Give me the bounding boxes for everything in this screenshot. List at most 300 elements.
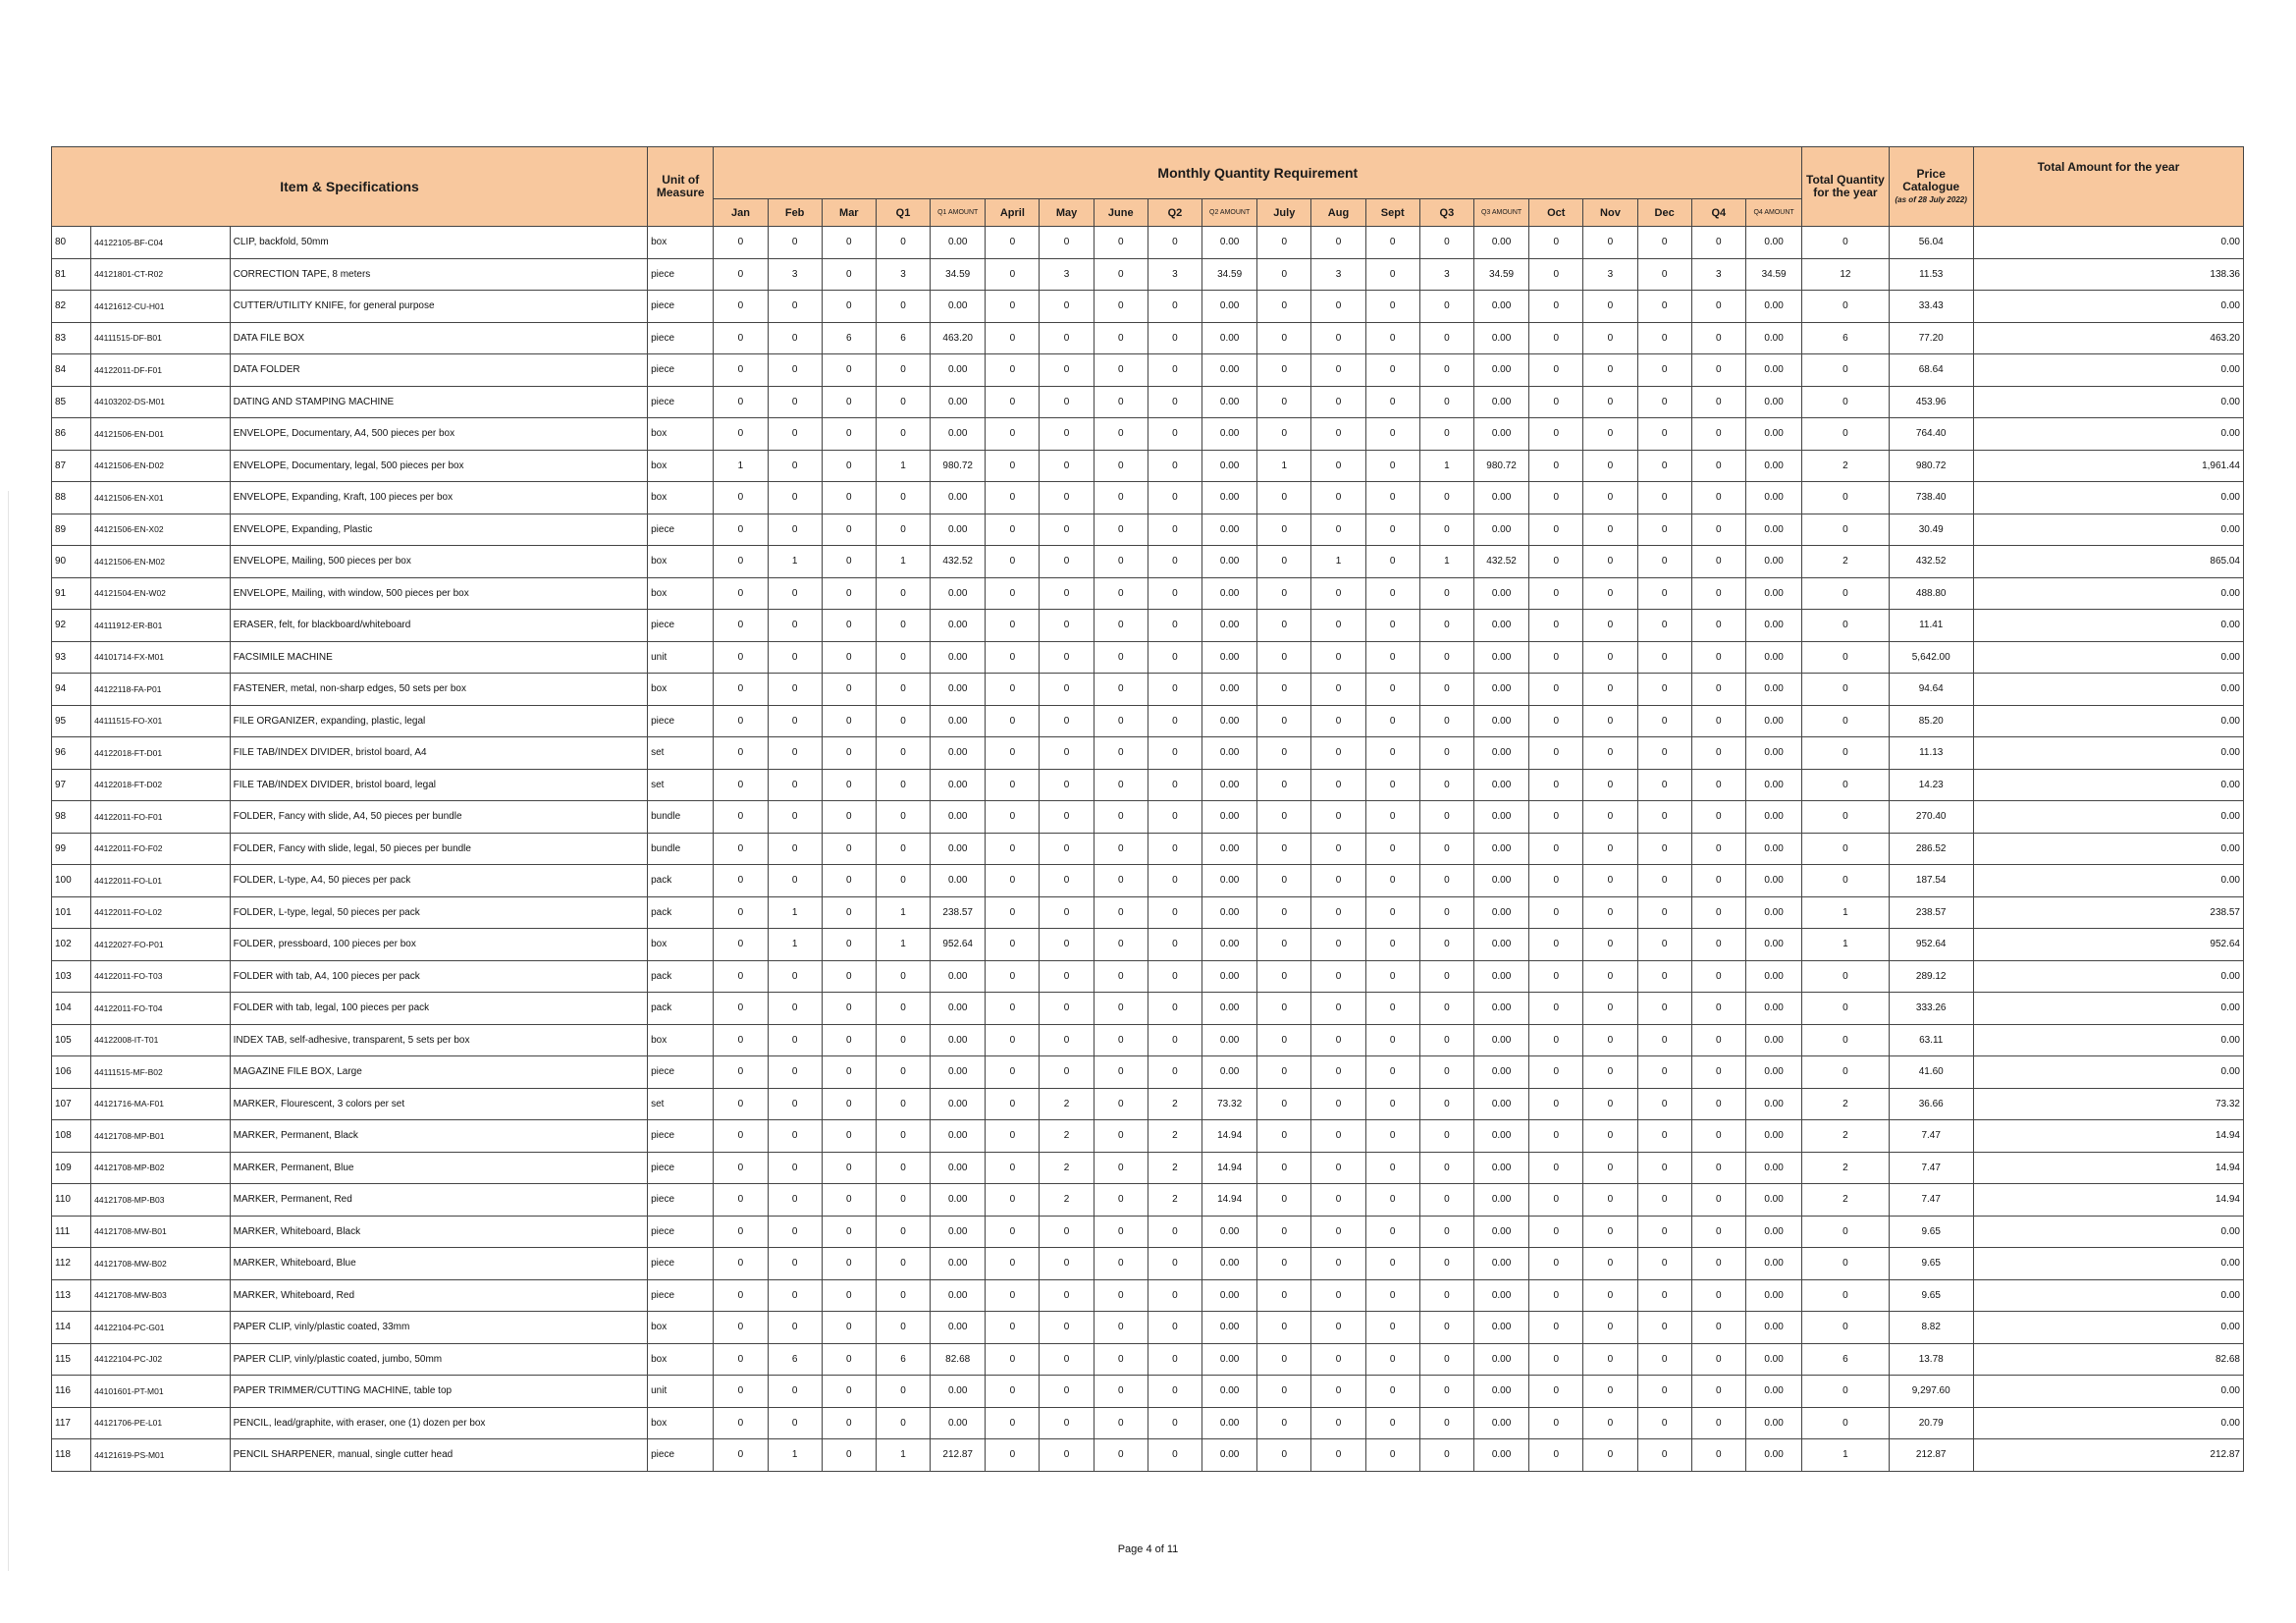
quantity-cell: 0.00 [1202, 705, 1257, 737]
quantity-cell: 0 [1691, 386, 1745, 418]
total-quantity: 0 [1802, 1216, 1889, 1248]
quantity-cell: 1 [876, 896, 930, 929]
unit-of-measure: set [648, 1088, 714, 1120]
price-catalogue: 13.78 [1889, 1343, 1973, 1376]
quantity-cell: 0 [1637, 769, 1691, 801]
quantity-cell: 0 [1257, 769, 1311, 801]
quantity-cell: 0 [1691, 1279, 1745, 1312]
table-row [52, 674, 2244, 706]
quantity-cell: 82.68 [931, 1343, 986, 1376]
row-number: 86 [52, 418, 91, 451]
quantity-cell: 0.00 [1202, 896, 1257, 929]
quantity-cell: 0 [714, 1439, 768, 1472]
row-number: 118 [52, 1439, 91, 1472]
quantity-cell: 0 [768, 833, 822, 865]
item-code: 44122008-IT-T01 [91, 1024, 230, 1056]
quantity-cell: 0 [1529, 386, 1583, 418]
quantity-cell: 0 [822, 960, 876, 993]
unit-of-measure: piece [648, 258, 714, 291]
quantity-cell: 0 [1094, 1407, 1148, 1439]
quantity-cell: 0 [768, 1152, 822, 1184]
quantity-cell: 0 [1094, 929, 1148, 961]
item-description: PAPER CLIP, vinly/plastic coated, 33mm [230, 1312, 647, 1344]
item-description: ENVELOPE, Expanding, Plastic [230, 514, 647, 546]
quantity-cell: 0 [822, 674, 876, 706]
quantity-cell: 0.00 [1202, 450, 1257, 482]
quantity-cell: 0 [714, 769, 768, 801]
quantity-cell: 0 [1637, 1088, 1691, 1120]
quantity-cell: 14.94 [1202, 1184, 1257, 1217]
table-row [52, 896, 2244, 929]
quantity-cell: 0 [1257, 322, 1311, 354]
quantity-cell: 0 [1529, 577, 1583, 610]
quantity-cell: 0.00 [1745, 514, 1801, 546]
total-amount: 0.00 [1973, 833, 2243, 865]
item-description: DATA FILE BOX [230, 322, 647, 354]
quantity-cell: 0 [876, 801, 930, 834]
quantity-cell: 0 [986, 1088, 1040, 1120]
quantity-cell: 0.00 [931, 1216, 986, 1248]
item-description: FOLDER, Fancy with slide, A4, 50 pieces per bundle [230, 801, 647, 834]
total-amount: 0.00 [1973, 1248, 2243, 1280]
quantity-cell: 0 [1691, 577, 1745, 610]
quantity-cell: 0.00 [1473, 1343, 1528, 1376]
quantity-cell: 0 [1257, 1120, 1311, 1153]
quantity-cell: 0 [1365, 418, 1419, 451]
quantity-cell: 0 [986, 1407, 1040, 1439]
quantity-cell: 0.00 [1202, 386, 1257, 418]
quantity-cell: 0 [714, 993, 768, 1025]
quantity-cell: 0 [1583, 1120, 1637, 1153]
quantity-cell: 0 [1583, 833, 1637, 865]
quantity-cell: 0.00 [1745, 1376, 1801, 1408]
quantity-cell: 0 [1583, 1024, 1637, 1056]
quantity-cell: 0 [876, 1407, 930, 1439]
quantity-cell: 0 [714, 1376, 768, 1408]
quantity-cell: 0 [822, 1216, 876, 1248]
quantity-cell: 0 [1311, 1407, 1365, 1439]
table-row [52, 354, 2244, 387]
quantity-cell: 0.00 [931, 291, 986, 323]
quantity-cell: 3 [1148, 258, 1201, 291]
quantity-cell: 0 [1094, 482, 1148, 514]
quantity-cell: 0 [1583, 1343, 1637, 1376]
quantity-cell: 0 [1094, 833, 1148, 865]
item-description: ENVELOPE, Documentary, legal, 500 pieces per box [230, 450, 647, 482]
quantity-cell: 0 [876, 386, 930, 418]
quantity-cell: 0 [1311, 577, 1365, 610]
quantity-cell: 0 [1311, 737, 1365, 770]
price-catalogue: 14.23 [1889, 769, 1973, 801]
quantity-cell: 0 [1691, 1184, 1745, 1217]
quantity-cell: 0 [1311, 1343, 1365, 1376]
quantity-cell: 0 [1365, 705, 1419, 737]
price-catalogue: 289.12 [1889, 960, 1973, 993]
monthly-quantity-header: Monthly Quantity Requirement [714, 147, 1802, 199]
quantity-cell: 0 [1094, 801, 1148, 834]
quantity-cell: 0 [714, 674, 768, 706]
total-quantity: 0 [1802, 418, 1889, 451]
table-row [52, 1343, 2244, 1376]
price-catalogue: 187.54 [1889, 865, 1973, 897]
quantity-cell: 0.00 [931, 482, 986, 514]
quantity-cell: 0 [714, 386, 768, 418]
quantity-cell: 0 [1257, 865, 1311, 897]
quantity-cell: 0 [822, 769, 876, 801]
row-number: 97 [52, 769, 91, 801]
total-amount: 952.64 [1973, 929, 2243, 961]
quantity-cell: 0 [1148, 577, 1201, 610]
quantity-cell: 0 [1419, 354, 1473, 387]
quantity-cell: 0 [714, 1407, 768, 1439]
quantity-cell: 0 [1419, 960, 1473, 993]
quantity-cell: 0 [822, 1376, 876, 1408]
quantity-cell: 432.52 [1473, 546, 1528, 578]
total-amount: 73.32 [1973, 1088, 2243, 1120]
quantity-cell: 0.00 [931, 865, 986, 897]
quantity-cell: 0 [822, 1343, 876, 1376]
unit-of-measure: unit [648, 1376, 714, 1408]
price-catalogue: 238.57 [1889, 896, 1973, 929]
unit-of-measure: bundle [648, 801, 714, 834]
price-catalogue: 980.72 [1889, 450, 1973, 482]
quantity-cell: 0 [1529, 865, 1583, 897]
quantity-cell: 0 [822, 354, 876, 387]
quantity-cell: 0 [1365, 1343, 1419, 1376]
quantity-cell: 0.00 [1745, 833, 1801, 865]
total-quantity: 0 [1802, 577, 1889, 610]
quantity-cell: 0 [1094, 1248, 1148, 1280]
quantity-cell: 0 [876, 641, 930, 674]
quantity-cell: 0 [1148, 674, 1201, 706]
table-row [52, 514, 2244, 546]
quantity-cell: 0 [1365, 1120, 1419, 1153]
quantity-cell: 0 [876, 1279, 930, 1312]
quantity-cell: 0.00 [931, 1088, 986, 1120]
total-quantity: 6 [1802, 1343, 1889, 1376]
month-header-q1: Q1 [876, 199, 930, 227]
quantity-cell: 0 [714, 1024, 768, 1056]
quantity-cell: 0 [822, 514, 876, 546]
quantity-cell: 0 [1040, 960, 1094, 993]
unit-of-measure: box [648, 674, 714, 706]
quantity-cell: 0.00 [1202, 737, 1257, 770]
quantity-cell: 0 [714, 1248, 768, 1280]
price-catalogue: 9.65 [1889, 1216, 1973, 1248]
total-quantity: 0 [1802, 865, 1889, 897]
quantity-cell: 0.00 [1473, 1279, 1528, 1312]
quantity-cell: 0 [1257, 1248, 1311, 1280]
price-catalogue: 11.53 [1889, 258, 1973, 291]
quantity-cell: 0 [1148, 833, 1201, 865]
total-quantity: 2 [1802, 450, 1889, 482]
month-header-aug: Aug [1311, 199, 1365, 227]
quantity-cell: 0 [1419, 1279, 1473, 1312]
total-quantity: 0 [1802, 1312, 1889, 1344]
quantity-cell: 0 [1419, 769, 1473, 801]
quantity-cell: 0.00 [1473, 1120, 1528, 1153]
quantity-cell: 0 [1583, 960, 1637, 993]
quantity-cell: 0.00 [1473, 1407, 1528, 1439]
quantity-cell: 0 [1419, 929, 1473, 961]
row-number: 108 [52, 1120, 91, 1153]
quantity-cell: 0 [1040, 769, 1094, 801]
quantity-cell: 0 [1148, 929, 1201, 961]
item-description: FOLDER with tab, A4, 100 pieces per pack [230, 960, 647, 993]
price-catalogue: 8.82 [1889, 1312, 1973, 1344]
quantity-cell: 0 [1419, 1120, 1473, 1153]
row-number: 95 [52, 705, 91, 737]
quantity-cell: 0 [1094, 865, 1148, 897]
quantity-cell: 0 [1419, 1439, 1473, 1472]
item-description: FILE ORGANIZER, expanding, plastic, legal [230, 705, 647, 737]
quantity-cell: 0 [1257, 418, 1311, 451]
quantity-cell: 0 [714, 960, 768, 993]
quantity-cell: 0 [1311, 929, 1365, 961]
unit-of-measure: pack [648, 896, 714, 929]
total-quantity: 0 [1802, 641, 1889, 674]
quantity-cell: 0 [1691, 1120, 1745, 1153]
quantity-cell: 0.00 [1473, 482, 1528, 514]
item-code: 44121801-CT-R02 [91, 258, 230, 291]
quantity-cell: 0 [1691, 993, 1745, 1025]
quantity-cell: 0 [1691, 896, 1745, 929]
quantity-cell: 0.00 [1202, 418, 1257, 451]
quantity-cell: 0 [1583, 1312, 1637, 1344]
quantity-cell: 0 [1040, 1024, 1094, 1056]
quantity-cell: 0 [1365, 546, 1419, 578]
quantity-cell: 0 [1257, 1376, 1311, 1408]
quantity-cell: 0 [1040, 546, 1094, 578]
price-catalogue: 333.26 [1889, 993, 1973, 1025]
quantity-cell: 0 [1529, 674, 1583, 706]
unit-of-measure: piece [648, 386, 714, 418]
total-quantity: 0 [1802, 482, 1889, 514]
item-code: 44121708-MP-B03 [91, 1184, 230, 1217]
quantity-cell: 0 [1529, 450, 1583, 482]
quantity-cell: 0 [1419, 1184, 1473, 1217]
quantity-cell: 34.59 [1745, 258, 1801, 291]
table-row [52, 1279, 2244, 1312]
quantity-cell: 0 [876, 291, 930, 323]
row-number: 100 [52, 865, 91, 897]
item-description: FOLDER, L-type, legal, 50 pieces per pack [230, 896, 647, 929]
quantity-cell: 0.00 [1473, 737, 1528, 770]
quantity-cell: 0 [1583, 418, 1637, 451]
table-row [52, 960, 2244, 993]
quantity-cell: 0 [822, 1056, 876, 1089]
unit-of-measure: piece [648, 1120, 714, 1153]
quantity-cell: 0.00 [1473, 386, 1528, 418]
quantity-cell: 0 [876, 1184, 930, 1217]
quantity-cell: 0.00 [1745, 1120, 1801, 1153]
item-description: PENCIL, lead/graphite, with eraser, one (1) dozen per box [230, 1407, 647, 1439]
quantity-cell: 0 [822, 482, 876, 514]
quantity-cell: 0 [1257, 896, 1311, 929]
quantity-cell: 0 [1365, 960, 1419, 993]
item-description: ERASER, felt, for blackboard/whiteboard [230, 610, 647, 642]
total-amount: 0.00 [1973, 482, 2243, 514]
price-catalogue-header [1889, 147, 1973, 227]
quantity-cell: 0 [1691, 801, 1745, 834]
quantity-cell: 0 [1148, 737, 1201, 770]
quantity-cell: 0 [768, 610, 822, 642]
quantity-cell: 0 [1637, 801, 1691, 834]
quantity-cell: 0 [1094, 1343, 1148, 1376]
quantity-cell: 0 [822, 1407, 876, 1439]
total-quantity: 0 [1802, 737, 1889, 770]
table-row [52, 705, 2244, 737]
total-amount: 463.20 [1973, 322, 2243, 354]
quantity-cell: 0 [1257, 577, 1311, 610]
quantity-cell: 0.00 [931, 1184, 986, 1217]
total-quantity: 1 [1802, 1439, 1889, 1472]
unit-of-measure: piece [648, 291, 714, 323]
quantity-cell: 1 [876, 546, 930, 578]
quantity-cell: 0 [714, 291, 768, 323]
month-header-nov: Nov [1583, 199, 1637, 227]
item-code: 44121504-EN-W02 [91, 577, 230, 610]
quantity-cell: 0 [1257, 1152, 1311, 1184]
quantity-cell: 0 [1040, 1439, 1094, 1472]
price-catalogue: 33.43 [1889, 291, 1973, 323]
row-number: 113 [52, 1279, 91, 1312]
quantity-cell: 0 [1529, 354, 1583, 387]
quantity-cell: 0 [1040, 418, 1094, 451]
quantity-cell: 0.00 [931, 227, 986, 259]
item-code: 44122011-FO-F01 [91, 801, 230, 834]
quantity-cell: 0 [1311, 227, 1365, 259]
quantity-cell: 0.00 [1473, 833, 1528, 865]
quantity-cell: 0 [1311, 450, 1365, 482]
quantity-cell: 0 [1094, 705, 1148, 737]
quantity-cell: 0 [768, 577, 822, 610]
total-amount: 0.00 [1973, 674, 2243, 706]
quantity-cell: 0.00 [1202, 482, 1257, 514]
row-number: 81 [52, 258, 91, 291]
price-catalogue: 7.47 [1889, 1152, 1973, 1184]
quantity-cell: 0.00 [1473, 227, 1528, 259]
item-code: 44121708-MW-B03 [91, 1279, 230, 1312]
row-number: 111 [52, 1216, 91, 1248]
quantity-cell: 0 [1529, 1343, 1583, 1376]
quantity-cell: 0 [986, 1184, 1040, 1217]
quantity-cell: 3 [1419, 258, 1473, 291]
quantity-cell: 0 [822, 833, 876, 865]
quantity-cell: 0.00 [1745, 1024, 1801, 1056]
quantity-cell: 0 [986, 546, 1040, 578]
row-number: 109 [52, 1152, 91, 1184]
quantity-cell: 1 [714, 450, 768, 482]
quantity-cell: 0 [986, 769, 1040, 801]
quantity-cell: 0 [1583, 577, 1637, 610]
quantity-cell: 0.00 [1473, 1088, 1528, 1120]
quantity-cell: 0 [1529, 322, 1583, 354]
quantity-cell: 0 [876, 1088, 930, 1120]
price-catalogue: 30.49 [1889, 514, 1973, 546]
quantity-cell: 0 [1094, 514, 1148, 546]
quantity-cell: 0 [1637, 1376, 1691, 1408]
unit-of-measure: box [648, 1312, 714, 1344]
quantity-cell: 0.00 [1745, 960, 1801, 993]
quantity-cell: 0.00 [1745, 1279, 1801, 1312]
quantity-cell: 1 [768, 896, 822, 929]
item-code: 44121506-EN-D02 [91, 450, 230, 482]
quantity-cell: 0 [1691, 610, 1745, 642]
quantity-cell: 0 [1583, 322, 1637, 354]
quantity-cell: 0 [714, 1279, 768, 1312]
quantity-cell: 0 [1637, 1343, 1691, 1376]
quantity-cell: 0 [1691, 1439, 1745, 1472]
quantity-cell: 0 [1094, 610, 1148, 642]
total-quantity: 2 [1802, 1088, 1889, 1120]
quantity-cell: 0 [876, 1024, 930, 1056]
quantity-cell: 0 [986, 1120, 1040, 1153]
quantity-cell: 0 [1419, 291, 1473, 323]
table-row [52, 801, 2244, 834]
quantity-cell: 0 [1691, 227, 1745, 259]
quantity-cell: 0.00 [931, 1312, 986, 1344]
quantity-cell: 0 [714, 1216, 768, 1248]
table-row [52, 1024, 2244, 1056]
quantity-cell: 0 [1040, 896, 1094, 929]
quantity-cell: 0 [1529, 960, 1583, 993]
table-row [52, 1184, 2244, 1217]
quantity-cell: 0.00 [1202, 1343, 1257, 1376]
quantity-cell: 0 [768, 514, 822, 546]
quantity-cell: 1 [876, 1439, 930, 1472]
price-catalogue: 77.20 [1889, 322, 1973, 354]
item-description: CUTTER/UTILITY KNIFE, for general purpose [230, 291, 647, 323]
quantity-cell: 0 [1094, 896, 1148, 929]
price-catalogue: 764.40 [1889, 418, 1973, 451]
quantity-cell: 0 [1148, 1439, 1201, 1472]
total-amount: 0.00 [1973, 386, 2243, 418]
quantity-cell: 0 [1691, 1248, 1745, 1280]
quantity-cell: 0 [822, 1248, 876, 1280]
quantity-cell: 0 [714, 641, 768, 674]
quantity-cell: 0.00 [931, 354, 986, 387]
price-catalogue: 20.79 [1889, 1407, 1973, 1439]
quantity-cell: 0 [822, 386, 876, 418]
total-amount: 0.00 [1973, 801, 2243, 834]
quantity-cell: 0 [986, 929, 1040, 961]
unit-of-measure: piece [648, 1439, 714, 1472]
quantity-cell: 0 [986, 1056, 1040, 1089]
quantity-cell: 0 [1365, 610, 1419, 642]
quantity-cell: 0 [1691, 865, 1745, 897]
price-catalogue: 68.64 [1889, 354, 1973, 387]
quantity-cell: 3 [1311, 258, 1365, 291]
quantity-cell: 0.00 [1473, 610, 1528, 642]
total-amount: 0.00 [1973, 610, 2243, 642]
quantity-cell: 0 [1691, 482, 1745, 514]
quantity-cell: 0 [1040, 610, 1094, 642]
quantity-cell: 0 [768, 865, 822, 897]
quantity-cell: 0 [1529, 546, 1583, 578]
table-row [52, 1216, 2244, 1248]
quantity-cell: 0.00 [1745, 1439, 1801, 1472]
quantity-cell: 0 [876, 1376, 930, 1408]
quantity-cell: 0 [1311, 1248, 1365, 1280]
quantity-cell: 0 [822, 737, 876, 770]
quantity-cell: 0 [1148, 1024, 1201, 1056]
quantity-cell: 0.00 [931, 1056, 986, 1089]
quantity-cell: 0 [1637, 1120, 1691, 1153]
quantity-cell: 0 [1311, 291, 1365, 323]
quantity-cell: 0 [1691, 737, 1745, 770]
quantity-cell: 3 [1040, 258, 1094, 291]
